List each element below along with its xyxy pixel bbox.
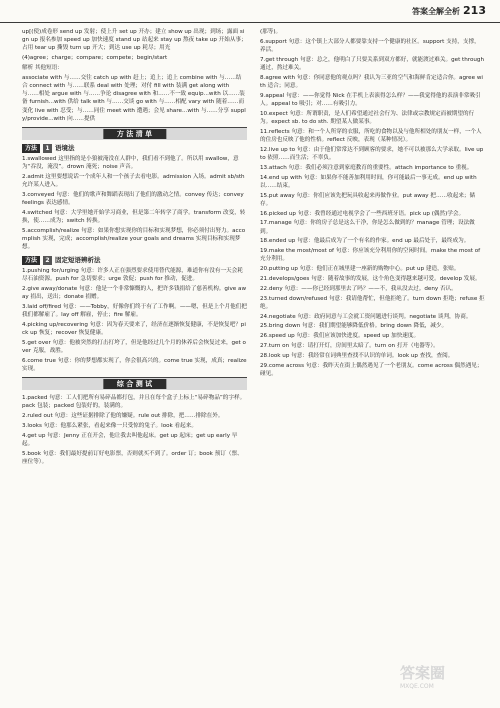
paragraph: 8.agree with 句意：你同意他的观点吗？我认为三亚的空气和海鲜肯定适合你。agree with 适合；同意。 [260,74,483,89]
page-number: 213 [463,4,486,17]
paragraph: 10.expect 句意：所谓职责，是人们希望通过社会行为、法律或宗教规定而被期望的行为。expect sb. to do sth. 期望某人做某事。 [260,110,475,125]
paragraph: 5.book 句意：我们最好提前订好电影票，否则就买不到了。order 订；book 预订（票、座位等）。 [22,450,243,465]
method-1-items [22,155,247,252]
paragraph: 解析 其他短语： [22,65,63,71]
paragraph: 22.deny 句意：——你已经到那里去了吗？——不，我从没去过。deny 否认。 [260,285,457,292]
paragraph: 2.admit 这里要想说话一个成年人和一个孩子去看电影。admission 入场。admit sb/sth 允许某人进入。 [22,174,245,189]
paragraph: 5.accomplish/realize 句意：如果你想实现你的目标和实现梦想，你必须付出努力。accomplish 实现，完成；accomplish/realize your goals and dreams 实现目标和实现梦想。 [22,228,246,251]
section-bar-method-list [22,127,247,140]
paragraph: 4.picking up/recovering 句意：因为春天要来了，经济在逐渐恢复健康，不是恢复吧？pick up 恢复；recover 恢复健康。 [22,321,246,336]
paragraph: 26.speed up 句意：我们应该加快进度。speed up 加快速度。 [260,333,420,340]
section-title: 方 法 清 单 [103,129,166,139]
paragraph: 21.develops/goes 句意：随着故事的发展，这个角色变得越来越可爱。develop 发展。 [260,275,481,282]
paragraph: 2.ruled out 句意：这些证据排除了他的嫌疑。rule out 排除，把……排除在外。 [22,413,224,420]
paragraph: 3.looks 句意：他那么紧张，看起来像一只受惊的兔子。look 看起来。 [22,422,197,429]
paragraph: 24.negotiate 句意：政府同意与工会就工资问题进行谈判。negotiate 谈判，协商。 [260,313,472,320]
paragraph: 1.packed 句意：工人们把所有易碎品都打包，并且在每个盒子上标上“易碎物品”的字样。pack 包装；packed 包装好的，装满的。 [22,395,246,410]
paragraph: (4)agree；charge；compare；compete；begin/start [22,55,168,62]
paragraph: associate with 与……交往 catch up with 赶上；追上；追上 combine with 与……结合 connect with 与……联系 deal with 处理；对付 fill with 装满 get along with 与……相处 argue with 与……争论 disagree with 和……不一致 equip...with 以……装备 furnish...with 供给 talk with 与……交谈 go with 与……相配 vary with 随着……而变化 live with 忍受；与……同住 meet with 遭遇；会见 share...with 与……分享 supply/provide...with 向……提供 [22,74,246,122]
intro-block [22,28,247,123]
method-number: 2 [43,256,52,265]
paragraph: 13.attach 句意：我们必须注意到家庭教育的重要性。attach importance to 重视。 [260,164,473,171]
method-title: 语境法 [55,144,75,153]
watermark-url: MXQE.COM [400,683,434,690]
method-tag: 方法 [22,256,40,265]
section-title: 综 合 测 试 [103,379,166,389]
paragraph: 23.turned down/refused 句意：我请他帮忙，但他拒绝了。turn down 拒绝；refuse 拒绝。 [260,295,485,310]
method-heading-1 [22,144,247,153]
paragraph: up[(使)成卷形 send up 发射；使上升 set up 开办；建立 show up 出现；到场；露面 sign up 报名参加 speed up 加快速度 stand up 站起来 stay up 熬夜 take up 开始从事；占用 tear up 撕毁 turn up 开大；到达 use up 耗尽；用光 [22,29,247,52]
right-column [260,28,485,380]
paragraph: 9.appeal 句意：——你觉得 Nick 在手机上表演得怎么样？——我觉得他的表演非常吸引人。appeal to 吸引；对……有吸引力。 [260,92,481,107]
paragraph: 14.end up with 句意：如果你不能善加利用时间，你可能最后一事无成。end up with 以……结束。 [260,174,477,189]
paragraph: 5.get over 句意：他被突然的打击打垮了，但是他经过几个月的休养后会恢复过来，get over 克服，战胜。 [22,339,246,354]
method-tag: 方法 [22,144,40,153]
paragraph: 29.come across 句意：我昨天在街上偶然遇见了一个老朋友。come across 偶然遇见；碰见。 [260,362,483,377]
paragraph: 16.picked up 句意：我曾经通过电视学会了一些西班牙语。pick up (偶然)学会。 [260,210,465,217]
paragraph: (那等)。 [260,29,282,35]
paragraph: 6.support 句意：这个镇上大部分人都要靠支持一个健康的社区。support 支持，支撑，养活。 [260,38,480,53]
method-number: 1 [43,144,52,153]
paragraph: 15.put away 句意：你们应该先把玩具收起来再做作业。put away 把……收起来；储存。 [260,192,476,207]
paragraph: 1.pushing for/urging 句意：许多人正在强烈要求使用替代能源，难道你有没有一天会耗尽石油资源。push for 急切要求；urge 敦促；push for 推动，促进。 [22,267,243,282]
paragraph: 3.laid off/fired 句意：——Tobby，好像你们终于有了工作啊。——嗯，但是上个月他们把我们都解雇了。lay off 解雇，停止；fire 解雇。 [22,303,247,318]
paragraph: 12.live up to 句意：由于他们常常达不到顾客的要求，她不可以被那么大学录取。live up to 依照……而生活；不辜负。 [260,146,484,161]
paragraph: 4.switched 句意：大学里她开始学习商业，但是第二年转学了商学。transform 改变，转换，使……成为；switch 转换。 [22,210,246,225]
paragraph: 19.make the most/most of 句意：你应该充分利用你的空闲时间。make the most of 充分利用。 [260,248,481,263]
test-items [22,394,247,466]
paragraph: 27.turn on 句意：请打开灯，房间里太暗了。turn on 打开（电器等）。 [260,342,439,349]
method-heading-2 [22,256,247,265]
header-title: 答案全解全析 [412,7,460,16]
paragraph: 1.swallowed 这里指的是小狼被淹没在人群中，我们看不到他了。所以用 swallow，意为“吞没，淹没”。drown 淹死；noise 声音。 [22,156,239,171]
paragraph: 3.conveyed 句意：他们的歌声和舞蹈表现出了他们的激动之情。convey 传达；convey feelings 表达感情。 [22,192,244,207]
answer-items [260,28,485,378]
paragraph: 11.reflects 句意：和一个人所穿的衣服，所吃的食物以及与他所相处的朋友一样，一个人的住房也反映了他的性格。reflect 反映，表现（某种情况）。 [260,128,482,143]
method-2-items [22,267,247,373]
paragraph: 25.bring down 句意：我们期望能够降低价格。bring down 降低，减少。 [260,323,448,330]
method-title: 固定短语辨析法 [55,256,101,265]
paragraph: 28.look up 句意：我经常在词典里查找不认识的单词。look up 查找，查阅。 [260,352,454,359]
paragraph: 7.get through 句意：总之，他明白了只要关系到双方都好，就能渡过难关。get through 通过，熬过难关。 [260,56,485,71]
page-header [0,0,500,23]
paragraph: 4.get up 句意：Jenny 正在开会，他让我去叫他起床。get up 起床；get up early 早起。 [22,432,238,447]
watermark-logo [400,662,492,702]
paragraph: 6.come true 句意：你的梦想都实现了，你会很高兴的。come true 实现，成真；realize 实现。 [22,357,247,372]
paragraph: 20.putting up 句意：他们正在城里建一座新的购物中心。put up 建造，张贴。 [260,266,460,273]
watermark-text: 答案圈 [400,664,446,682]
left-column [22,28,247,468]
paragraph: 17.manage 句意：你的房子总是这么干净，你是怎么做到的？manage 管理；设法做到。 [260,220,475,235]
paragraph: 18.ended up 句意：他最后成为了一个有名的作家。end up 最后处于，最终成为。 [260,238,470,245]
section-bar-test [22,377,247,390]
paragraph: 2.give away/donate 句意：他是一个非常慷慨的人，把许多钱捐给了慈善机构。give away 捐出，送出；donate 捐赠。 [22,285,247,300]
